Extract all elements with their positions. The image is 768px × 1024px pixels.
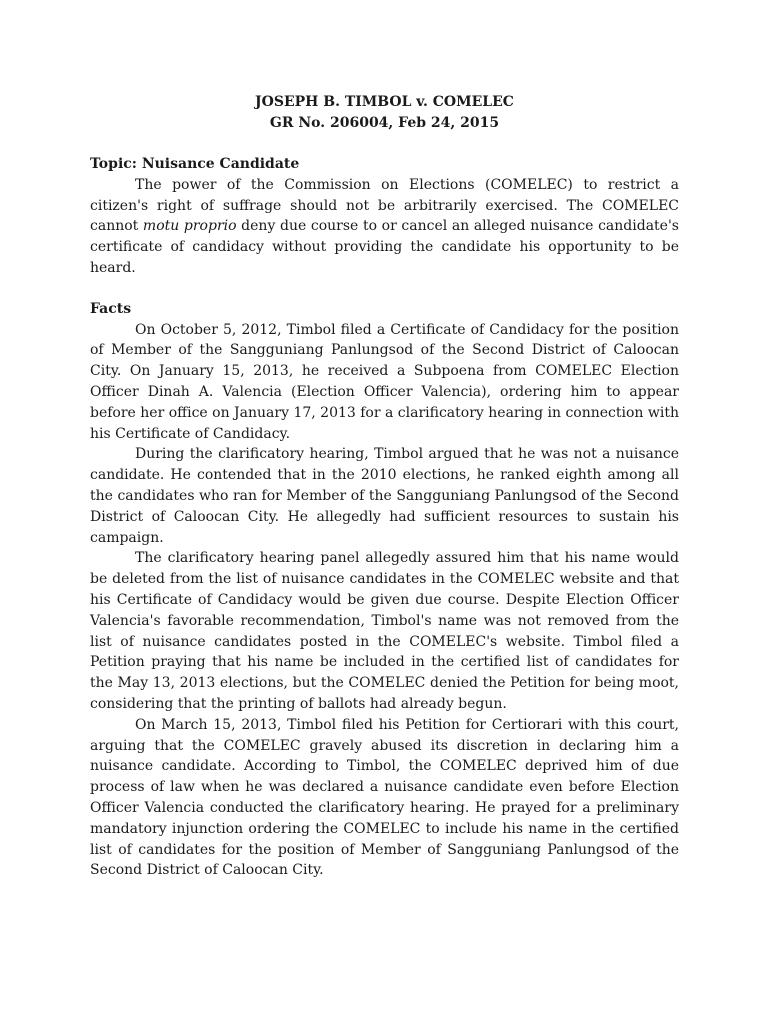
topic-heading: Topic: Nuisance Candidate xyxy=(90,156,300,172)
case-gr-number: GR No. 206004, Feb 24, 2015 xyxy=(269,115,500,131)
facts-paragraph-2: During the clarificatory hearing, Timbol argued that he was not a nuisance candidate. He contended that in the 2010 elections, he ranked eighth among all the candidates who ran for Member of the Sangguniang Panlungsod of the Second District of Caloocan City. He allegedly had sufficient resources to sustain his campaign. xyxy=(90,446,679,546)
topic-text-pre: The power of the Commission on Elections (COMELEC) to restrict a citizen's right of suffrage should not be arbitrarily exercised. The COMELEC cannot xyxy=(90,176,679,235)
case-title: JOSEPH B. TIMBOL v. COMELEC xyxy=(255,94,514,110)
document-page xyxy=(90,92,679,881)
topic-text-emphasis: motu proprio xyxy=(142,218,237,235)
facts-heading: Facts xyxy=(90,300,132,317)
facts-paragraph-3: The clarificatory hearing panel allegedly assured him that his name would be deleted from the list of nuisance candidates in the COMELEC website and that his Certificate of Candidacy would be given due course. Despite Election Officer Valencia's favorable recommendation, Timbol's name was not removed from the list of nuisance candidates posted in the COMELEC's website. Timbol filed a Petition praying that his name be included in the certified list of candidates for the May 13, 2013 elections, but the COMELEC denied the Petition for being moot, considering that the printing of ballots had already begun. xyxy=(90,550,679,712)
facts-paragraph-4: On March 15, 2013, Timbol filed his Petition for Certiorari with this court, arguing that the COMELEC gravely abused its discretion in declaring him a nuisance candidate. According to Timbol, the COMELEC deprived him of due process of law when he was declared a nuisance candidate even before Election Officer Valencia conducted the clarificatory hearing. He prayed for a preliminary mandatory injunction ordering the COMELEC to include his name in the certified list of candidates for the position of Member of Sangguniang Panlungsod of the Second District of Caloocan City. xyxy=(90,716,679,879)
facts-paragraph-1: On October 5, 2012, Timbol filed a Certificate of Candidacy for the position of Member of the Sangguniang Panlungsod of the Second District of Caloocan City. On January 15, 2013, he received a Subpoena from COMELEC Election Officer Dinah A. Valencia (Election Officer Valencia), ordering him to appear before her office on January 17, 2013 for a clarificatory hearing in connection with his Certificate of Candidacy. xyxy=(90,321,679,442)
topic-paragraph xyxy=(90,175,679,279)
topic-text-post: deny due course to or cancel an alleged nuisance candidate's certificate of candidacy without providing the candidate his opportunity to be heard. xyxy=(90,218,679,276)
